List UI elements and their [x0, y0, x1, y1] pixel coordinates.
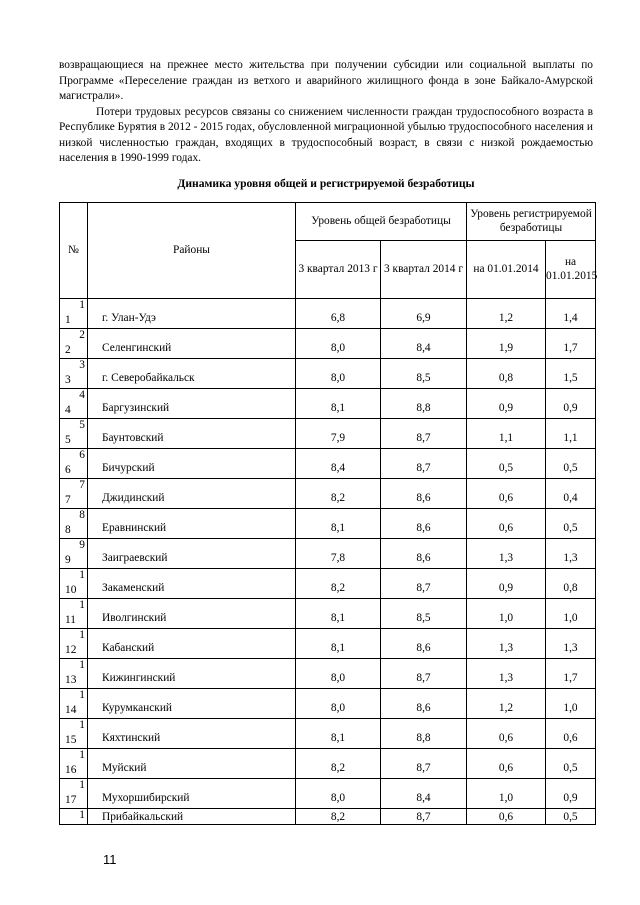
row-number-top: 4 — [79, 388, 85, 401]
row-number-top: 1 — [79, 568, 85, 581]
general-2014-cell: 8,7 — [381, 808, 467, 824]
header-general-q3-2014: 3 квартал 2014 г — [381, 240, 467, 298]
general-2013-cell: 8,1 — [296, 508, 381, 538]
general-2014-cell: 8,7 — [381, 658, 467, 688]
table-row — [60, 808, 596, 824]
district-cell: Муйский — [88, 748, 296, 778]
row-number-cell — [60, 718, 88, 748]
general-2014-cell: 8,7 — [381, 418, 467, 448]
registered-2015-cell: 1,0 — [546, 598, 596, 628]
registered-2015-cell: 0,9 — [546, 778, 596, 808]
general-2013-cell: 7,8 — [296, 538, 381, 568]
unemployment-table — [59, 202, 596, 825]
row-number-bottom: 7 — [65, 493, 71, 506]
registered-2015-cell: 1,7 — [546, 658, 596, 688]
registered-2014-cell: 1,3 — [467, 628, 546, 658]
district-cell: г. Улан-Удэ — [88, 298, 296, 328]
table-row — [60, 568, 596, 598]
registered-2014-cell: 0,6 — [467, 508, 546, 538]
general-2014-cell: 8,4 — [381, 328, 467, 358]
registered-2015-cell: 0,6 — [546, 718, 596, 748]
row-number-cell — [60, 418, 88, 448]
registered-2014-cell: 1,3 — [467, 658, 546, 688]
registered-2015-cell: 0,4 — [546, 478, 596, 508]
general-2013-cell: 8,2 — [296, 568, 381, 598]
header-number: № — [60, 202, 88, 298]
registered-2014-cell: 1,1 — [467, 418, 546, 448]
row-number-bottom: 9 — [65, 553, 71, 566]
row-number-bottom: 16 — [65, 763, 77, 776]
general-2014-cell: 8,6 — [381, 688, 467, 718]
general-2013-cell: 8,1 — [296, 598, 381, 628]
registered-2014-cell: 1,3 — [467, 538, 546, 568]
registered-2015-cell: 1,7 — [546, 328, 596, 358]
district-cell: Иволгинский — [88, 598, 296, 628]
general-2014-cell: 8,6 — [381, 538, 467, 568]
row-number-bottom: 1 — [65, 313, 71, 326]
registered-2015-cell: 0,9 — [546, 388, 596, 418]
header-registered-2014: на 01.01.2014 — [467, 240, 546, 298]
table-row — [60, 448, 596, 478]
registered-2015-cell: 1,3 — [546, 628, 596, 658]
general-2014-cell: 8,6 — [381, 628, 467, 658]
general-2013-cell: 8,0 — [296, 358, 381, 388]
general-2013-cell: 8,1 — [296, 718, 381, 748]
general-2014-cell: 8,7 — [381, 748, 467, 778]
district-cell: Закаменский — [88, 568, 296, 598]
general-2013-cell: 8,0 — [296, 328, 381, 358]
general-2013-cell: 7,9 — [296, 418, 381, 448]
row-number-bottom: 15 — [65, 733, 77, 746]
registered-2014-cell: 1,2 — [467, 688, 546, 718]
paragraph-2: Потери трудовых ресурсов связаны со снижением численности граждан трудоспособного возраста в Республике Бурятия в 2012 - 2015 годах, обусловленной миграционной убылью трудоспособного населения и низкой численностью граждан, входящих в трудоспособный возраст, в связи с низкой рождаемостью населения в 1990-1999 годах. — [59, 105, 593, 164]
row-number-top: 1 — [79, 688, 85, 701]
general-2014-cell: 8,8 — [381, 718, 467, 748]
general-2013-cell: 8,2 — [296, 478, 381, 508]
general-2013-cell: 8,1 — [296, 388, 381, 418]
row-number-cell — [60, 448, 88, 478]
table-row — [60, 478, 596, 508]
table-row — [60, 508, 596, 538]
table-row — [60, 418, 596, 448]
general-2013-cell: 8,0 — [296, 688, 381, 718]
district-cell: Бичурский — [88, 448, 296, 478]
table-row — [60, 658, 596, 688]
registered-2014-cell: 1,9 — [467, 328, 546, 358]
table-row — [60, 688, 596, 718]
row-number-cell — [60, 358, 88, 388]
general-2014-cell: 6,9 — [381, 298, 467, 328]
general-2014-cell: 8,8 — [381, 388, 467, 418]
row-number-cell — [60, 658, 88, 688]
general-2013-cell: 8,4 — [296, 448, 381, 478]
registered-2014-cell: 0,6 — [467, 808, 546, 824]
row-number-bottom: 12 — [65, 643, 77, 656]
table-body — [60, 298, 596, 824]
table-title: Динамика уровня общей и регистрируемой безработицы — [177, 176, 475, 190]
district-cell: Кяхтинский — [88, 718, 296, 748]
row-number-cell — [60, 508, 88, 538]
row-number-bottom: 6 — [65, 463, 71, 476]
row-number-cell — [60, 388, 88, 418]
row-number-cell — [60, 688, 88, 718]
registered-2014-cell: 0,6 — [467, 748, 546, 778]
header-registered-2015: на 01.01.2015 — [546, 240, 596, 298]
general-2013-cell: 6,8 — [296, 298, 381, 328]
district-cell: Прибайкальский — [88, 808, 296, 824]
row-number-top: 9 — [79, 538, 85, 551]
registered-2014-cell: 0,9 — [467, 568, 546, 598]
general-2014-cell: 8,7 — [381, 448, 467, 478]
row-number-top: 1 — [79, 778, 85, 791]
row-number-top: 1 — [79, 658, 85, 671]
general-2013-cell: 8,0 — [296, 778, 381, 808]
row-number-cell — [60, 748, 88, 778]
registered-2015-cell: 0,8 — [546, 568, 596, 598]
paragraph-1: возвращающиеся на прежнее место жительства при получении субсидии или социальной выплаты по Программе «Переселение граждан из ветхого и аварийного жилищного фонда в зоне Байкало-Амурской магистрали». — [59, 59, 593, 102]
row-number-top: 3 — [79, 358, 85, 371]
row-number-cell — [60, 778, 88, 808]
registered-2015-cell: 0,5 — [546, 448, 596, 478]
registered-2015-cell: 0,5 — [546, 748, 596, 778]
district-cell: Кижингинский — [88, 658, 296, 688]
table-row — [60, 718, 596, 748]
table-row — [60, 748, 596, 778]
row-number-top: 8 — [79, 508, 85, 521]
row-number-cell — [60, 328, 88, 358]
registered-2014-cell: 0,6 — [467, 478, 546, 508]
registered-2015-cell: 0,5 — [546, 508, 596, 538]
row-number-bottom: 17 — [65, 793, 77, 806]
header-district: Районы — [88, 202, 296, 298]
registered-2014-cell: 0,6 — [467, 718, 546, 748]
table-row — [60, 598, 596, 628]
district-cell: Баунтовский — [88, 418, 296, 448]
general-2013-cell: 8,2 — [296, 748, 381, 778]
table-row — [60, 388, 596, 418]
district-cell: Баргузинский — [88, 388, 296, 418]
row-number-bottom: 4 — [65, 403, 71, 416]
district-cell: г. Северобайкальск — [88, 358, 296, 388]
registered-2014-cell: 1,2 — [467, 298, 546, 328]
row-number-top: 5 — [79, 418, 85, 431]
row-number-bottom: 2 — [65, 343, 71, 356]
table-row — [60, 778, 596, 808]
row-number-bottom: 10 — [65, 583, 77, 596]
registered-2015-cell: 1,3 — [546, 538, 596, 568]
general-2013-cell: 8,1 — [296, 628, 381, 658]
general-2014-cell: 8,6 — [381, 508, 467, 538]
row-number-cell — [60, 808, 88, 824]
row-number-bottom: 14 — [65, 703, 77, 716]
table-row — [60, 538, 596, 568]
general-2014-cell: 8,7 — [381, 568, 467, 598]
district-cell: Селенгинский — [88, 328, 296, 358]
row-number-top: 1 — [79, 628, 85, 641]
district-cell: Джидинский — [88, 478, 296, 508]
district-cell: Кабанский — [88, 628, 296, 658]
table-row — [60, 628, 596, 658]
row-number-top: 1 — [79, 718, 85, 731]
row-number-top: 7 — [79, 478, 85, 491]
general-2013-cell: 8,0 — [296, 658, 381, 688]
row-number-cell — [60, 478, 88, 508]
general-2014-cell: 8,6 — [381, 478, 467, 508]
district-cell: Курумканский — [88, 688, 296, 718]
document-page — [59, 58, 598, 825]
row-number-top: 6 — [79, 448, 85, 461]
registered-2015-cell: 1,0 — [546, 688, 596, 718]
row-number-top: 1 — [79, 748, 85, 761]
general-2014-cell: 8,5 — [381, 358, 467, 388]
row-number-top: 1 — [79, 808, 85, 821]
row-number-bottom: 13 — [65, 673, 77, 686]
district-cell: Еравнинский — [88, 508, 296, 538]
general-2014-cell: 8,4 — [381, 778, 467, 808]
table-row — [60, 328, 596, 358]
header-registered-group: Уровень регистрируемой безработицы — [467, 202, 596, 240]
row-number-bottom: 3 — [65, 373, 71, 386]
row-number-top: 2 — [79, 328, 85, 341]
table-row — [60, 358, 596, 388]
district-cell: Мухоршибирский — [88, 778, 296, 808]
registered-2014-cell: 1,0 — [467, 598, 546, 628]
district-cell: Заиграевский — [88, 538, 296, 568]
registered-2014-cell: 0,8 — [467, 358, 546, 388]
table-row — [60, 298, 596, 328]
registered-2015-cell: 1,1 — [546, 418, 596, 448]
row-number-bottom: 5 — [65, 433, 71, 446]
row-number-cell — [60, 568, 88, 598]
row-number-cell — [60, 598, 88, 628]
row-number-top: 1 — [79, 298, 85, 311]
registered-2015-cell: 1,5 — [546, 358, 596, 388]
row-number-cell — [60, 538, 88, 568]
header-general-q3-2013: 3 квартал 2013 г — [296, 240, 381, 298]
row-number-top: 1 — [79, 598, 85, 611]
row-number-bottom: 11 — [65, 613, 76, 626]
header-general-group: Уровень общей безработицы — [296, 202, 467, 240]
registered-2015-cell: 1,4 — [546, 298, 596, 328]
page-number: 11 — [103, 852, 117, 867]
row-number-bottom: 8 — [65, 523, 71, 536]
registered-2014-cell: 1,0 — [467, 778, 546, 808]
general-2013-cell: 8,2 — [296, 808, 381, 824]
row-number-cell — [60, 628, 88, 658]
registered-2015-cell: 0,5 — [546, 808, 596, 824]
general-2014-cell: 8,5 — [381, 598, 467, 628]
row-number-cell — [60, 298, 88, 328]
registered-2014-cell: 0,5 — [467, 448, 546, 478]
registered-2014-cell: 0,9 — [467, 388, 546, 418]
